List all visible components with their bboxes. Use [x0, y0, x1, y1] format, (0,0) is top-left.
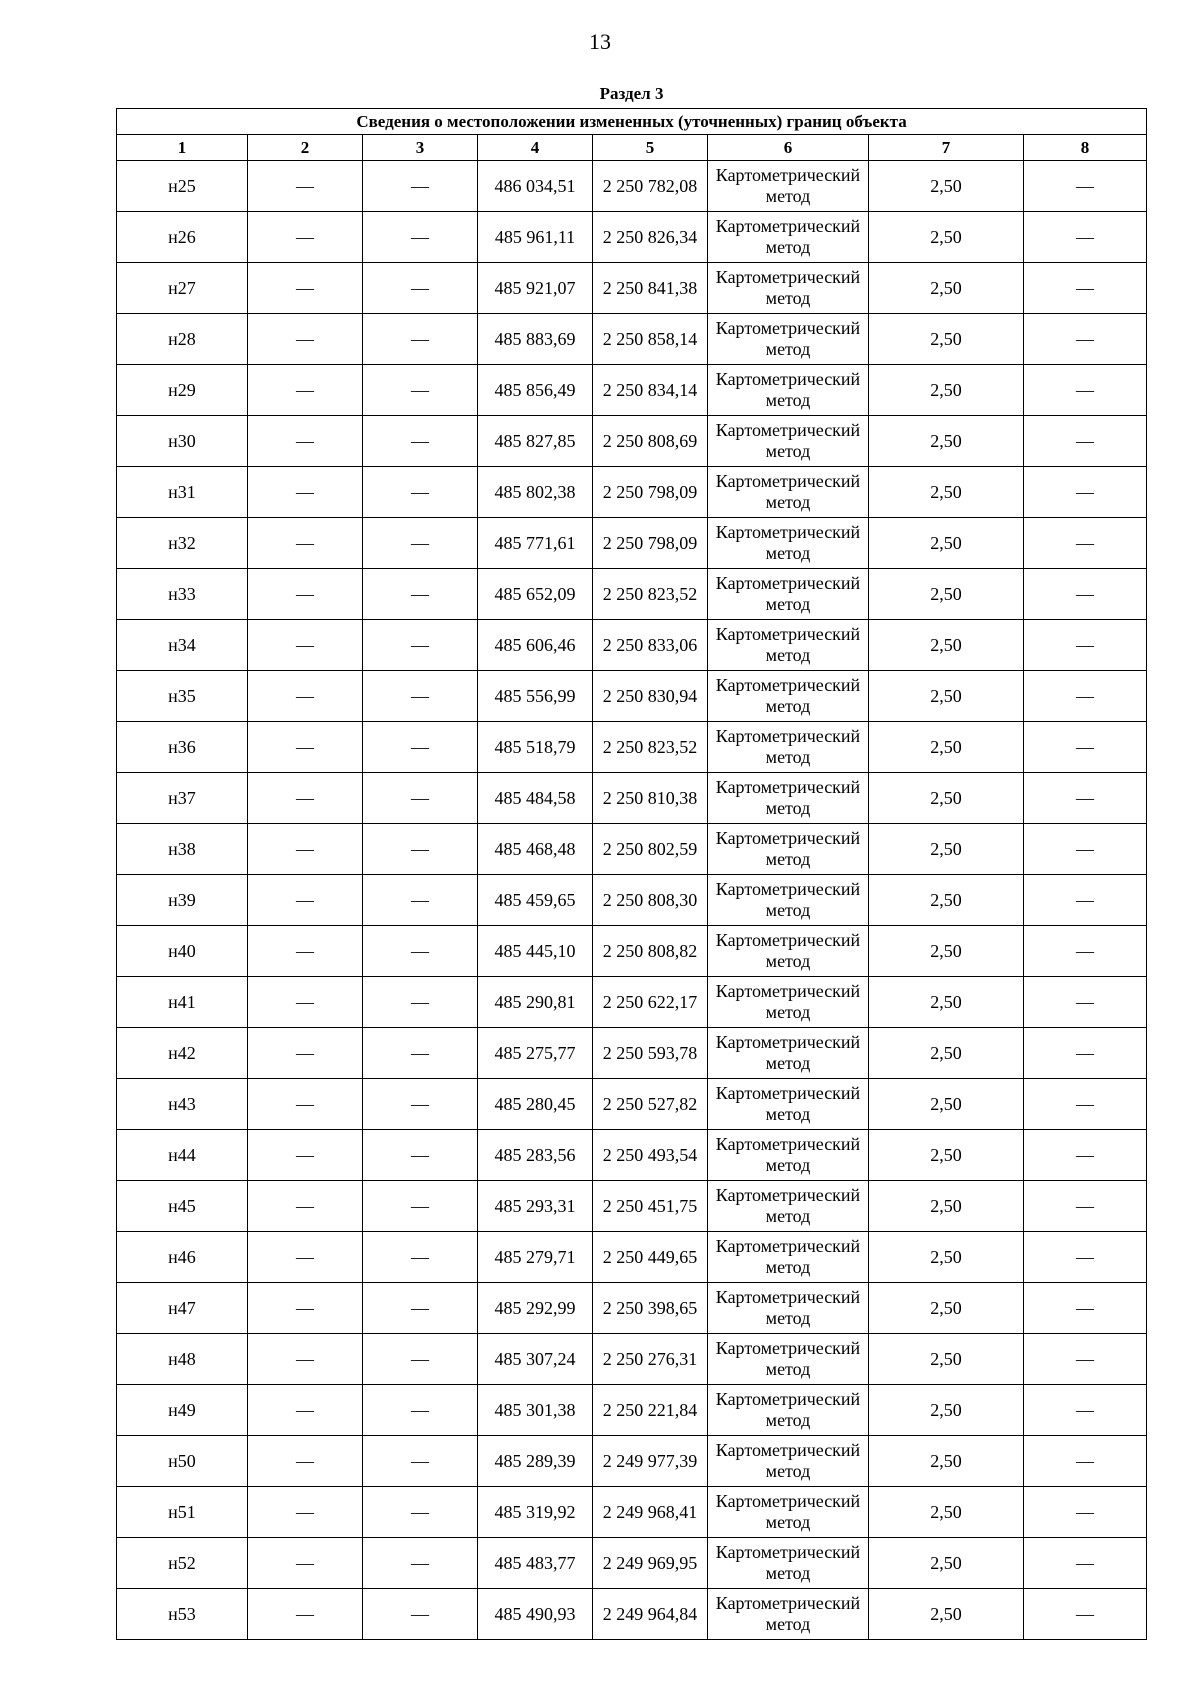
column-3-cell: —	[363, 263, 478, 314]
column-3-cell: —	[363, 1028, 478, 1079]
column-2-cell: —	[248, 467, 363, 518]
column-2-cell: —	[248, 1232, 363, 1283]
point-number-cell: н37	[117, 773, 248, 824]
column-3-cell: —	[363, 1130, 478, 1181]
column-2-cell: —	[248, 620, 363, 671]
accuracy-cell: 2,50	[869, 518, 1024, 569]
method-cell: Картометрический метод	[708, 1028, 869, 1079]
y-coordinate-cell: 2 250 808,69	[593, 416, 708, 467]
x-coordinate-cell: 485 445,10	[478, 926, 593, 977]
column-8-cell: —	[1024, 1232, 1147, 1283]
table-row	[117, 1589, 1147, 1640]
column-number: 3	[363, 135, 478, 161]
accuracy-cell: 2,50	[869, 1028, 1024, 1079]
table-row	[117, 365, 1147, 416]
column-2-cell: —	[248, 518, 363, 569]
column-8-cell: —	[1024, 518, 1147, 569]
column-8-cell: —	[1024, 977, 1147, 1028]
column-8-cell: —	[1024, 773, 1147, 824]
y-coordinate-cell: 2 250 798,09	[593, 518, 708, 569]
accuracy-cell: 2,50	[869, 1385, 1024, 1436]
x-coordinate-cell: 485 556,99	[478, 671, 593, 722]
point-number-cell: н39	[117, 875, 248, 926]
table-row	[117, 416, 1147, 467]
table-row	[117, 1130, 1147, 1181]
table-row	[117, 1538, 1147, 1589]
accuracy-cell: 2,50	[869, 1589, 1024, 1640]
column-8-cell: —	[1024, 467, 1147, 518]
x-coordinate-cell: 485 802,38	[478, 467, 593, 518]
accuracy-cell: 2,50	[869, 1334, 1024, 1385]
method-cell: Картометрический метод	[708, 365, 869, 416]
table-row	[117, 314, 1147, 365]
accuracy-cell: 2,50	[869, 722, 1024, 773]
column-8-cell: —	[1024, 1283, 1147, 1334]
column-8-cell: —	[1024, 263, 1147, 314]
table-row	[117, 926, 1147, 977]
column-3-cell: —	[363, 1283, 478, 1334]
x-coordinate-cell: 485 319,92	[478, 1487, 593, 1538]
accuracy-cell: 2,50	[869, 620, 1024, 671]
table-row	[117, 773, 1147, 824]
column-number: 5	[593, 135, 708, 161]
column-8-cell: —	[1024, 926, 1147, 977]
column-2-cell: —	[248, 1130, 363, 1181]
point-number-cell: н34	[117, 620, 248, 671]
column-8-cell: —	[1024, 1385, 1147, 1436]
column-2-cell: —	[248, 1487, 363, 1538]
column-3-cell: —	[363, 1232, 478, 1283]
y-coordinate-cell: 2 250 449,65	[593, 1232, 708, 1283]
point-number-cell: н53	[117, 1589, 248, 1640]
accuracy-cell: 2,50	[869, 824, 1024, 875]
column-2-cell: —	[248, 1436, 363, 1487]
column-3-cell: —	[363, 212, 478, 263]
table-row	[117, 875, 1147, 926]
point-number-cell: н41	[117, 977, 248, 1028]
accuracy-cell: 2,50	[869, 926, 1024, 977]
column-3-cell: —	[363, 467, 478, 518]
y-coordinate-cell: 2 250 451,75	[593, 1181, 708, 1232]
point-number-cell: н45	[117, 1181, 248, 1232]
table-row	[117, 569, 1147, 620]
column-number: 4	[478, 135, 593, 161]
column-2-cell: —	[248, 416, 363, 467]
point-number-cell: н28	[117, 314, 248, 365]
table-row	[117, 824, 1147, 875]
x-coordinate-cell: 485 490,93	[478, 1589, 593, 1640]
column-8-cell: —	[1024, 1334, 1147, 1385]
y-coordinate-cell: 2 249 969,95	[593, 1538, 708, 1589]
accuracy-cell: 2,50	[869, 773, 1024, 824]
method-cell: Картометрический метод	[708, 1589, 869, 1640]
method-cell: Картометрический метод	[708, 1385, 869, 1436]
column-2-cell: —	[248, 926, 363, 977]
method-cell: Картометрический метод	[708, 824, 869, 875]
point-number-cell: н32	[117, 518, 248, 569]
accuracy-cell: 2,50	[869, 875, 1024, 926]
column-8-cell: —	[1024, 1079, 1147, 1130]
column-3-cell: —	[363, 1385, 478, 1436]
x-coordinate-cell: 485 961,11	[478, 212, 593, 263]
column-8-cell: —	[1024, 1589, 1147, 1640]
y-coordinate-cell: 2 250 823,52	[593, 569, 708, 620]
point-number-cell: н35	[117, 671, 248, 722]
column-8-cell: —	[1024, 365, 1147, 416]
point-number-cell: н29	[117, 365, 248, 416]
point-number-cell: н31	[117, 467, 248, 518]
table-row	[117, 1385, 1147, 1436]
accuracy-cell: 2,50	[869, 1130, 1024, 1181]
x-coordinate-cell: 485 883,69	[478, 314, 593, 365]
column-2-cell: —	[248, 1589, 363, 1640]
column-2-cell: —	[248, 977, 363, 1028]
column-8-cell: —	[1024, 416, 1147, 467]
table-row	[117, 161, 1147, 212]
column-3-cell: —	[363, 1436, 478, 1487]
column-8-cell: —	[1024, 722, 1147, 773]
x-coordinate-cell: 485 279,71	[478, 1232, 593, 1283]
method-cell: Картометрический метод	[708, 1232, 869, 1283]
x-coordinate-cell: 485 606,46	[478, 620, 593, 671]
column-3-cell: —	[363, 518, 478, 569]
x-coordinate-cell: 485 827,85	[478, 416, 593, 467]
column-3-cell: —	[363, 314, 478, 365]
column-number: 7	[869, 135, 1024, 161]
point-number-cell: н49	[117, 1385, 248, 1436]
column-8-cell: —	[1024, 569, 1147, 620]
table-row	[117, 620, 1147, 671]
method-cell: Картометрический метод	[708, 1436, 869, 1487]
column-3-cell: —	[363, 926, 478, 977]
column-number: 6	[708, 135, 869, 161]
y-coordinate-cell: 2 250 826,34	[593, 212, 708, 263]
column-2-cell: —	[248, 1385, 363, 1436]
column-3-cell: —	[363, 1589, 478, 1640]
method-cell: Картометрический метод	[708, 518, 869, 569]
point-number-cell: н30	[117, 416, 248, 467]
x-coordinate-cell: 485 921,07	[478, 263, 593, 314]
column-2-cell: —	[248, 671, 363, 722]
column-8-cell: —	[1024, 1028, 1147, 1079]
x-coordinate-cell: 485 771,61	[478, 518, 593, 569]
accuracy-cell: 2,50	[869, 1283, 1024, 1334]
column-3-cell: —	[363, 569, 478, 620]
accuracy-cell: 2,50	[869, 212, 1024, 263]
column-3-cell: —	[363, 1487, 478, 1538]
y-coordinate-cell: 2 250 802,59	[593, 824, 708, 875]
point-number-cell: н50	[117, 1436, 248, 1487]
x-coordinate-cell: 485 290,81	[478, 977, 593, 1028]
table-row	[117, 1028, 1147, 1079]
y-coordinate-cell: 2 250 808,30	[593, 875, 708, 926]
point-number-cell: н36	[117, 722, 248, 773]
method-cell: Картометрический метод	[708, 1487, 869, 1538]
x-coordinate-cell: 485 459,65	[478, 875, 593, 926]
table-row	[117, 212, 1147, 263]
column-2-cell: —	[248, 1334, 363, 1385]
point-number-cell: н51	[117, 1487, 248, 1538]
column-3-cell: —	[363, 875, 478, 926]
column-3-cell: —	[363, 365, 478, 416]
column-2-cell: —	[248, 773, 363, 824]
accuracy-cell: 2,50	[869, 416, 1024, 467]
column-3-cell: —	[363, 824, 478, 875]
method-cell: Картометрический метод	[708, 1130, 869, 1181]
y-coordinate-cell: 2 250 527,82	[593, 1079, 708, 1130]
column-8-cell: —	[1024, 824, 1147, 875]
column-3-cell: —	[363, 773, 478, 824]
y-coordinate-cell: 2 249 964,84	[593, 1589, 708, 1640]
point-number-cell: н26	[117, 212, 248, 263]
column-2-cell: —	[248, 875, 363, 926]
method-cell: Картометрический метод	[708, 773, 869, 824]
column-2-cell: —	[248, 569, 363, 620]
accuracy-cell: 2,50	[869, 467, 1024, 518]
table-row	[117, 518, 1147, 569]
table-row	[117, 1181, 1147, 1232]
column-2-cell: —	[248, 1028, 363, 1079]
x-coordinate-cell: 485 301,38	[478, 1385, 593, 1436]
column-8-cell: —	[1024, 620, 1147, 671]
method-cell: Картометрический метод	[708, 1334, 869, 1385]
x-coordinate-cell: 485 280,45	[478, 1079, 593, 1130]
x-coordinate-cell: 485 275,77	[478, 1028, 593, 1079]
column-3-cell: —	[363, 1181, 478, 1232]
y-coordinate-cell: 2 249 977,39	[593, 1436, 708, 1487]
x-coordinate-cell: 485 293,31	[478, 1181, 593, 1232]
y-coordinate-cell: 2 250 493,54	[593, 1130, 708, 1181]
page-number: 13	[589, 29, 611, 54]
point-number-cell: н27	[117, 263, 248, 314]
column-2-cell: —	[248, 722, 363, 773]
table-row	[117, 671, 1147, 722]
accuracy-cell: 2,50	[869, 1538, 1024, 1589]
column-2-cell: —	[248, 1283, 363, 1334]
method-cell: Картометрический метод	[708, 161, 869, 212]
section-title: Раздел 3	[599, 84, 664, 103]
point-number-cell: н46	[117, 1232, 248, 1283]
method-cell: Картометрический метод	[708, 212, 869, 263]
x-coordinate-cell: 485 518,79	[478, 722, 593, 773]
column-8-cell: —	[1024, 671, 1147, 722]
method-cell: Картометрический метод	[708, 1079, 869, 1130]
column-3-cell: —	[363, 416, 478, 467]
y-coordinate-cell: 2 250 833,06	[593, 620, 708, 671]
accuracy-cell: 2,50	[869, 1436, 1024, 1487]
column-8-cell: —	[1024, 161, 1147, 212]
table-row	[117, 1079, 1147, 1130]
point-number-cell: н48	[117, 1334, 248, 1385]
method-cell: Картометрический метод	[708, 926, 869, 977]
method-cell: Картометрический метод	[708, 416, 869, 467]
accuracy-cell: 2,50	[869, 263, 1024, 314]
accuracy-cell: 2,50	[869, 1079, 1024, 1130]
y-coordinate-cell: 2 250 808,82	[593, 926, 708, 977]
accuracy-cell: 2,50	[869, 569, 1024, 620]
boundary-points-table	[116, 81, 1147, 1640]
column-3-cell: —	[363, 722, 478, 773]
table-row	[117, 1436, 1147, 1487]
y-coordinate-cell: 2 250 622,17	[593, 977, 708, 1028]
column-3-cell: —	[363, 977, 478, 1028]
x-coordinate-cell: 485 289,39	[478, 1436, 593, 1487]
point-number-cell: н38	[117, 824, 248, 875]
column-3-cell: —	[363, 671, 478, 722]
table-row	[117, 263, 1147, 314]
y-coordinate-cell: 2 250 782,08	[593, 161, 708, 212]
accuracy-cell: 2,50	[869, 977, 1024, 1028]
x-coordinate-cell: 485 468,48	[478, 824, 593, 875]
column-8-cell: —	[1024, 1130, 1147, 1181]
accuracy-cell: 2,50	[869, 161, 1024, 212]
method-cell: Картометрический метод	[708, 1538, 869, 1589]
point-number-cell: н52	[117, 1538, 248, 1589]
column-8-cell: —	[1024, 1181, 1147, 1232]
y-coordinate-cell: 2 250 823,52	[593, 722, 708, 773]
accuracy-cell: 2,50	[869, 1181, 1024, 1232]
y-coordinate-cell: 2 250 834,14	[593, 365, 708, 416]
y-coordinate-cell: 2 249 968,41	[593, 1487, 708, 1538]
section-heading-row	[117, 81, 1147, 109]
table-row	[117, 467, 1147, 518]
y-coordinate-cell: 2 250 276,31	[593, 1334, 708, 1385]
method-cell: Картометрический метод	[708, 875, 869, 926]
method-cell: Картометрический метод	[708, 467, 869, 518]
y-coordinate-cell: 2 250 858,14	[593, 314, 708, 365]
y-coordinate-cell: 2 250 830,94	[593, 671, 708, 722]
column-2-cell: —	[248, 212, 363, 263]
column-2-cell: —	[248, 161, 363, 212]
accuracy-cell: 2,50	[869, 365, 1024, 416]
column-3-cell: —	[363, 1538, 478, 1589]
x-coordinate-cell: 485 483,77	[478, 1538, 593, 1589]
column-8-cell: —	[1024, 212, 1147, 263]
x-coordinate-cell: 486 034,51	[478, 161, 593, 212]
method-cell: Картометрический метод	[708, 620, 869, 671]
column-2-cell: —	[248, 263, 363, 314]
table-row	[117, 722, 1147, 773]
accuracy-cell: 2,50	[869, 671, 1024, 722]
column-number: 1	[117, 135, 248, 161]
method-cell: Картометрический метод	[708, 569, 869, 620]
y-coordinate-cell: 2 250 798,09	[593, 467, 708, 518]
table-row	[117, 1232, 1147, 1283]
column-8-cell: —	[1024, 1487, 1147, 1538]
column-2-cell: —	[248, 365, 363, 416]
table-row	[117, 1283, 1147, 1334]
y-coordinate-cell: 2 250 841,38	[593, 263, 708, 314]
x-coordinate-cell: 485 292,99	[478, 1283, 593, 1334]
method-cell: Картометрический метод	[708, 314, 869, 365]
y-coordinate-cell: 2 250 221,84	[593, 1385, 708, 1436]
column-3-cell: —	[363, 161, 478, 212]
accuracy-cell: 2,50	[869, 1487, 1024, 1538]
method-cell: Картометрический метод	[708, 1283, 869, 1334]
accuracy-cell: 2,50	[869, 1232, 1024, 1283]
column-3-cell: —	[363, 1334, 478, 1385]
table-caption: Сведения о местоположении измененных (уточненных) границ объекта	[117, 109, 1147, 135]
point-number-cell: н33	[117, 569, 248, 620]
point-number-cell: н44	[117, 1130, 248, 1181]
method-cell: Картометрический метод	[708, 671, 869, 722]
column-8-cell: —	[1024, 1538, 1147, 1589]
column-2-cell: —	[248, 824, 363, 875]
x-coordinate-cell: 485 652,09	[478, 569, 593, 620]
y-coordinate-cell: 2 250 810,38	[593, 773, 708, 824]
column-2-cell: —	[248, 1079, 363, 1130]
point-number-cell: н43	[117, 1079, 248, 1130]
y-coordinate-cell: 2 250 398,65	[593, 1283, 708, 1334]
column-number-row	[117, 135, 1147, 161]
column-8-cell: —	[1024, 314, 1147, 365]
table-body	[117, 81, 1147, 1640]
y-coordinate-cell: 2 250 593,78	[593, 1028, 708, 1079]
point-number-cell: н25	[117, 161, 248, 212]
table-row	[117, 977, 1147, 1028]
x-coordinate-cell: 485 307,24	[478, 1334, 593, 1385]
column-8-cell: —	[1024, 1436, 1147, 1487]
column-2-cell: —	[248, 314, 363, 365]
column-3-cell: —	[363, 620, 478, 671]
method-cell: Картометрический метод	[708, 1181, 869, 1232]
table-row	[117, 1487, 1147, 1538]
column-2-cell: —	[248, 1181, 363, 1232]
accuracy-cell: 2,50	[869, 314, 1024, 365]
x-coordinate-cell: 485 484,58	[478, 773, 593, 824]
table-caption-row	[117, 109, 1147, 135]
x-coordinate-cell: 485 856,49	[478, 365, 593, 416]
column-2-cell: —	[248, 1538, 363, 1589]
column-number: 2	[248, 135, 363, 161]
column-8-cell: —	[1024, 875, 1147, 926]
method-cell: Картометрический метод	[708, 722, 869, 773]
point-number-cell: н40	[117, 926, 248, 977]
method-cell: Картометрический метод	[708, 977, 869, 1028]
column-3-cell: —	[363, 1079, 478, 1130]
column-number: 8	[1024, 135, 1147, 161]
method-cell: Картометрический метод	[708, 263, 869, 314]
table-row	[117, 1334, 1147, 1385]
x-coordinate-cell: 485 283,56	[478, 1130, 593, 1181]
point-number-cell: н42	[117, 1028, 248, 1079]
point-number-cell: н47	[117, 1283, 248, 1334]
